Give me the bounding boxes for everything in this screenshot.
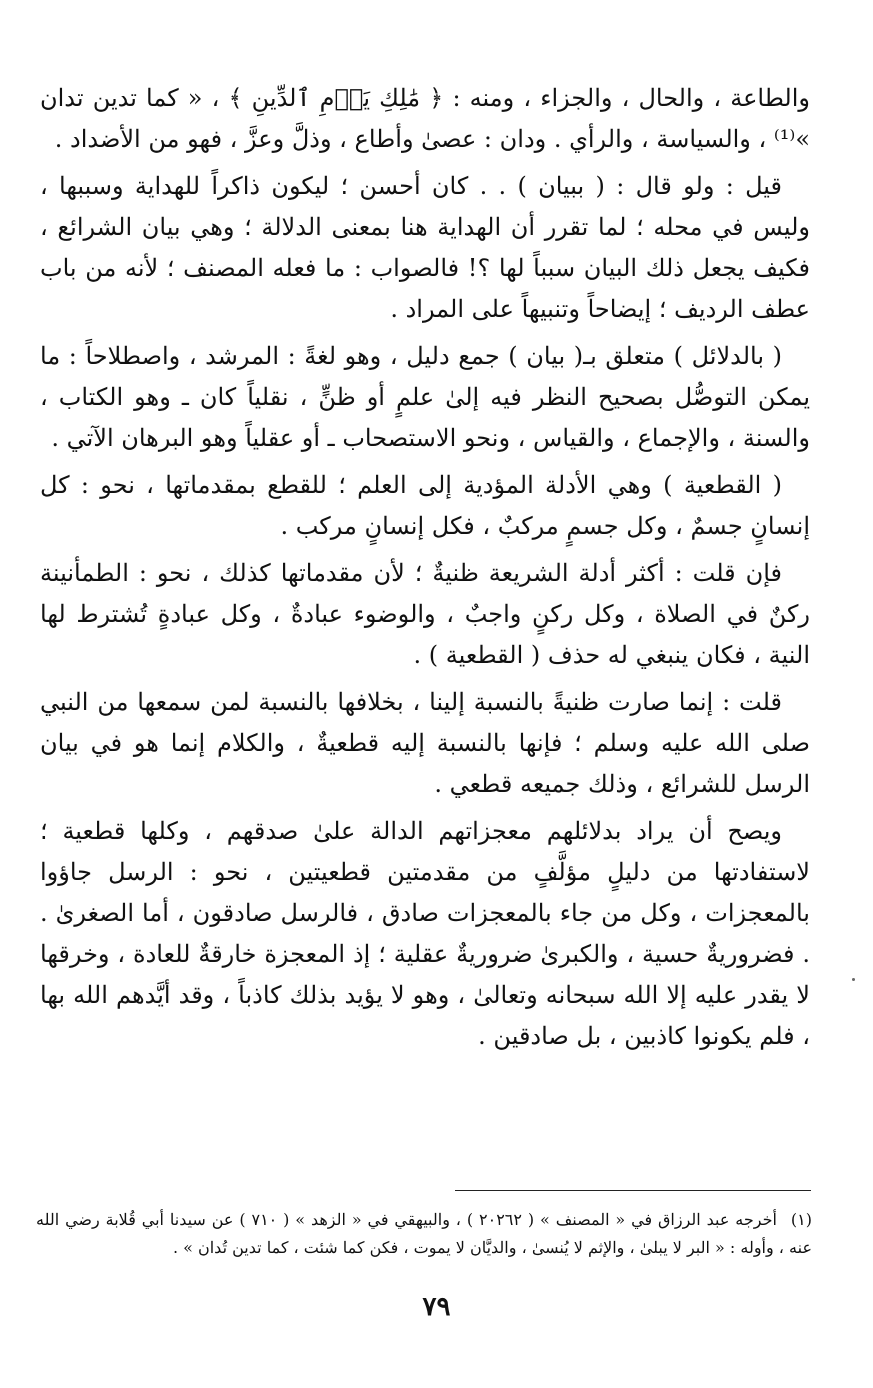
footnote-text: أخرجه عبد الرزاق في « المصنف » ( ٢٠٢٦٢ ) ، والبيهقي في « الزهد » ( ٧١٠ ) عن سيدنا أبي قُلابة رضي الله عنه ، وأوله : « البر لا يبلىٰ ، والإثم لا يُنسىٰ ، والديَّان لا يموت ، فكن كما شئت ، كما تدين تُدان » . [36, 1210, 812, 1257]
paragraph-fa-in-qulta: فإن قلت : أكثر أدلة الشريعة ظنيةٌ ؛ لأن مقدماتها كذلك ، نحو : الطمأنينة ركنٌ في الصلاة ، وكل ركنٍ واجبٌ ، والوضوء عبادةٌ ، وكل عبادةٍ تُشترط لها النية ، فكان ينبغي له حذف ( القطعية ) . [40, 559, 810, 669]
paragraph-bil-dalail: ( بالدلائل ) متعلق بـ( بيان ) جمع دليل ، وهو لغةً : المرشد ، واصطلاحاً : ما يمكن التوصُّل بصحيح النظر فيه إلىٰ علمٍ أو ظنٍّ ، نقلياً كان ـ وهو الكتاب ، والسنة ، والإجماع ، والقياس ، ونحو الاستصحاب ـ أو عقلياً وهو البرهان الآتي . [40, 342, 810, 452]
paragraph-al-qatiyya: ( القطعية ) وهي الأدلة المؤدية إلى العلم ؛ للقطع بمقدماتها ، نحو : كل إنسانٍ جسمٌ ، وكل جسمٍ مركبٌ ، فكل إنسانٍ مركب . [40, 471, 810, 540]
paragraph-definition-din: والطاعة ، والحال ، والجزاء ، ومنه : ﴿ مَٰلِكِ يَوۡمِ ٱلدِّينِ ﴾ ، « كما تدين تدان »⁽¹⁾ ، والسياسة ، والرأي . ودان : عصىٰ وأطاع ، وذلَّ وعزَّ ، فهو من الأضداد . [40, 84, 810, 153]
footnote-divider [455, 1190, 811, 1191]
footnote-number: (١) [790, 1210, 812, 1229]
footnotes [36, 1206, 812, 1262]
paragraph-qultu: قلت : إنما صارت ظنيةً بالنسبة إلينا ، بخلافها بالنسبة لمن سمعها من النبي صلى الله عليه وسلم ؛ فإنها بالنسبة إليه قطعيةٌ ، والكلام إنما هو في بيان الرسل للشرائع ، وذلك جميعه قطعي . [40, 688, 810, 798]
paragraph-qila-bibayan: قيل : ولو قال : ( ببيان ) . . كان أحسن ؛ ليكون ذاكراً للهداية وسببها ، وليس في محله ؛ لما تقرر أن الهداية هنا بمعنى الدلالة ؛ وهي بيان الشرائع ، فكيف يجعل ذلك البيان سبباً لها ؟! فالصواب : ما فعله المصنف ؛ لأنه من باب عطف الرديف ؛ إيضاحاً وتنبيهاً على المراد . [40, 172, 811, 323]
page-body [40, 78, 810, 1063]
page-number: ٧٩ [422, 1292, 451, 1322]
paragraph-wa-yasihhu: ويصح أن يراد بدلائلهم معجزاتهم الدالة علىٰ صدقهم ، وكلها قطعية ؛ لاستفادتها من دليلٍ مؤلَّفٍ من مقدمتين قطعيتين ، نحو : الرسل جاؤوا بالمعجزات ، وكل من جاء بالمعجزات صادق ، فالرسل صادقون ، أما الصغرىٰ . . فضروريةٌ حسية ، والكبرىٰ ضروريةٌ عقلية ؛ إذ المعجزة خارقةٌ للعادة ، وخرقها لا يقدر عليه إلا الله سبحانه وتعالىٰ ، وهو لا يؤيد بذلك كاذباً ، وقد أيَّدهم الله بها ، فلم يكونوا كاذبين ، بل صادقين . [40, 817, 811, 1050]
margin-mark [852, 978, 855, 981]
